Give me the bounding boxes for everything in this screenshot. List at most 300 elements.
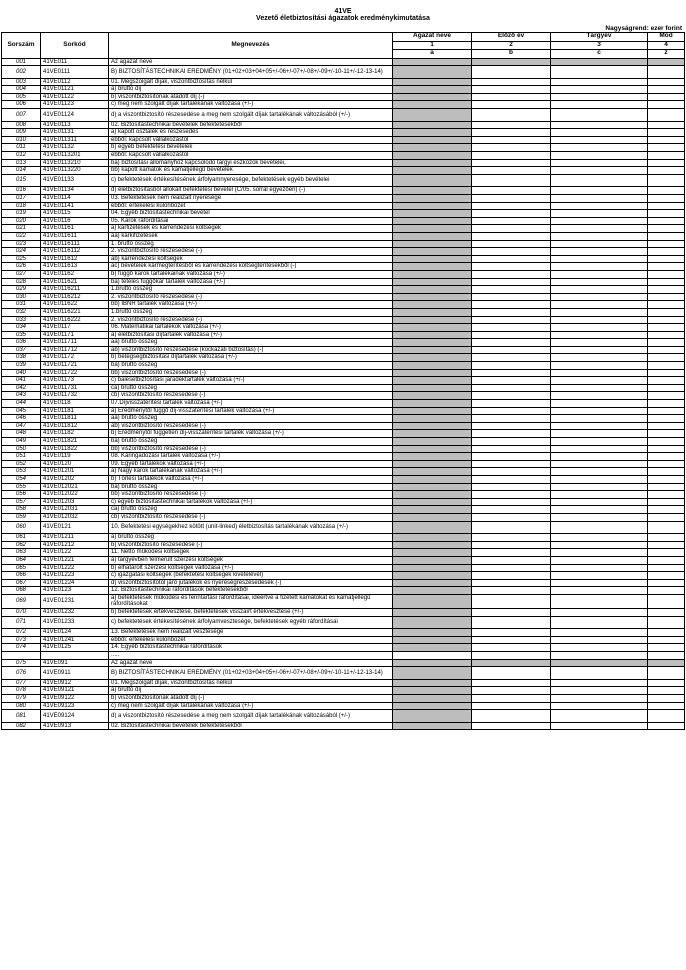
cell-elozo-ev[interactable] (472, 129, 551, 137)
cell-agazat-neve (393, 217, 472, 225)
cell-targyev[interactable] (551, 587, 648, 595)
cell-mod[interactable] (648, 430, 685, 438)
cell-elozo-ev[interactable] (472, 109, 551, 122)
row-code: 41VE011622 (41, 301, 109, 309)
cell-elozo-ev[interactable] (472, 202, 551, 210)
cell-elozo-ev[interactable] (472, 187, 551, 195)
cell-mod[interactable] (648, 159, 685, 167)
cell-elozo-ev[interactable] (472, 652, 551, 660)
cell-mod[interactable] (648, 687, 685, 695)
cell-elozo-ev[interactable] (472, 400, 551, 408)
cell-targyev[interactable] (551, 354, 648, 362)
row-number: 008 (2, 121, 41, 129)
row-code: 41VE0113220 (41, 167, 109, 175)
cell-elozo-ev[interactable] (472, 468, 551, 476)
cell-mod[interactable] (648, 248, 685, 256)
cell-targyev[interactable] (551, 93, 648, 101)
cell-mod[interactable] (648, 144, 685, 152)
cell-elozo-ev[interactable] (472, 362, 551, 370)
row-code: 41VE01232 (41, 609, 109, 617)
row-code: 41VE01201 (41, 468, 109, 476)
cell-targyev[interactable] (551, 609, 648, 617)
cell-targyev[interactable] (551, 369, 648, 377)
cell-targyev[interactable] (551, 629, 648, 637)
cell-mod[interactable] (648, 616, 685, 629)
cell-mod[interactable] (648, 93, 685, 101)
cell-targyev[interactable] (551, 187, 648, 195)
cell-mod[interactable] (648, 66, 685, 79)
cell-targyev[interactable] (551, 346, 648, 354)
cell-agazat-neve (393, 121, 472, 129)
row-label: a) Eredménytől függő díj-visszatérítési tartalék változása (+/-) (109, 407, 393, 415)
row-label: a) életbiztosítási díjtartalék változása (+/-) (109, 331, 393, 339)
row-label: ebből: kapcsolt vállalkozástól (109, 152, 393, 160)
cell-elozo-ev[interactable] (472, 240, 551, 248)
cell-elozo-ev[interactable] (472, 475, 551, 483)
cell-targyev[interactable] (551, 152, 648, 160)
cell-targyev[interactable] (551, 232, 648, 240)
cell-targyev[interactable] (551, 286, 648, 294)
cell-mod[interactable] (648, 187, 685, 195)
cell-targyev[interactable] (551, 667, 648, 680)
cell-mod[interactable] (648, 710, 685, 723)
cell-elozo-ev[interactable] (472, 136, 551, 144)
cell-elozo-ev[interactable] (472, 210, 551, 218)
cell-targyev[interactable] (551, 217, 648, 225)
cell-targyev[interactable] (551, 362, 648, 370)
cell-mod[interactable] (648, 270, 685, 278)
cell-elozo-ev[interactable] (472, 195, 551, 203)
row-label: 1.bruttó összeg (109, 286, 393, 294)
cell-targyev[interactable] (551, 460, 648, 468)
cell-targyev[interactable] (551, 384, 648, 392)
cell-targyev[interactable] (551, 144, 648, 152)
cell-elozo-ev[interactable] (472, 422, 551, 430)
cell-mod[interactable] (648, 202, 685, 210)
cell-elozo-ev[interactable] (472, 225, 551, 233)
cell-elozo-ev[interactable] (472, 460, 551, 468)
cell-targyev[interactable] (551, 679, 648, 687)
cell-targyev[interactable] (551, 66, 648, 79)
cell-elozo-ev[interactable] (472, 377, 551, 385)
cell-mod[interactable] (648, 377, 685, 385)
cell-elozo-ev[interactable] (472, 513, 551, 521)
cell-mod[interactable] (648, 475, 685, 483)
cell-mod[interactable] (648, 152, 685, 160)
cell-agazat-neve (393, 174, 472, 187)
cell-targyev[interactable] (551, 702, 648, 710)
cell-mod[interactable] (648, 629, 685, 637)
row-label: c) befektetések értékesítésének árfolyamnyeresége, befektetések egyéb bevételei (109, 174, 393, 187)
cell-mod[interactable] (648, 121, 685, 129)
cell-targyev[interactable] (551, 534, 648, 542)
cell-targyev[interactable] (551, 430, 648, 438)
table-row (2, 534, 685, 542)
cell-targyev[interactable] (551, 475, 648, 483)
cell-elozo-ev[interactable] (472, 232, 551, 240)
cell-targyev[interactable] (551, 167, 648, 175)
cell-mod[interactable] (648, 384, 685, 392)
cell-targyev[interactable] (551, 407, 648, 415)
cell-elozo-ev[interactable] (472, 483, 551, 491)
table-row (2, 475, 685, 483)
cell-elozo-ev[interactable] (472, 506, 551, 514)
cell-elozo-ev[interactable] (472, 293, 551, 301)
cell-agazat-neve (393, 629, 472, 637)
cell-mod[interactable] (648, 210, 685, 218)
cell-elozo-ev[interactable] (472, 491, 551, 499)
cell-mod[interactable] (648, 594, 685, 608)
cell-elozo-ev[interactable] (472, 438, 551, 446)
cell-elozo-ev[interactable] (472, 710, 551, 723)
row-number: 019 (2, 210, 41, 218)
cell-targyev[interactable] (551, 506, 648, 514)
cell-targyev[interactable] (551, 293, 648, 301)
cell-mod[interactable] (648, 174, 685, 187)
cell-elozo-ev[interactable] (472, 534, 551, 542)
cell-mod[interactable] (648, 316, 685, 324)
cell-targyev[interactable] (551, 513, 648, 521)
row-code: 41VE0122 (41, 549, 109, 557)
cell-elozo-ev[interactable] (472, 445, 551, 453)
cell-mod[interactable] (648, 301, 685, 309)
cell-targyev[interactable] (551, 422, 648, 430)
row-code: 41VE0117 (41, 324, 109, 332)
cell-elozo-ev[interactable] (472, 722, 551, 730)
cell-targyev[interactable] (551, 572, 648, 580)
cell-elozo-ev[interactable] (472, 572, 551, 580)
cell-elozo-ev[interactable] (472, 541, 551, 549)
cell-mod[interactable] (648, 609, 685, 617)
cell-mod[interactable] (648, 308, 685, 316)
row-code: 41VE0114 (41, 195, 109, 203)
cell-elozo-ev[interactable] (472, 384, 551, 392)
cell-targyev[interactable] (551, 324, 648, 332)
cell-targyev[interactable] (551, 78, 648, 86)
cell-elozo-ev[interactable] (472, 695, 551, 703)
cell-elozo-ev[interactable] (472, 498, 551, 506)
cell-mod[interactable] (648, 422, 685, 430)
row-label: B) BIZTOSÍTÁSTECHNIKAI EREDMÉNY (01+02+03+04+05+/-06+/-07+/-08+/-09+/-10-11+/-12-13-14) (109, 667, 393, 680)
cell-targyev[interactable] (551, 225, 648, 233)
cell-targyev[interactable] (551, 392, 648, 400)
cell-targyev[interactable] (551, 521, 648, 534)
cell-elozo-ev[interactable] (472, 587, 551, 595)
cell-elozo-ev[interactable] (472, 316, 551, 324)
cell-mod[interactable] (648, 278, 685, 286)
row-label: 14. Egyéb biztosítástechnikai ráfordítások (109, 644, 393, 652)
cell-agazat-neve (393, 362, 472, 370)
table-row (2, 331, 685, 339)
cell-targyev[interactable] (551, 308, 648, 316)
row-label: 11. Nettó működési költségek (109, 549, 393, 557)
cell-elozo-ev[interactable] (472, 346, 551, 354)
table-row (2, 202, 685, 210)
cell-targyev[interactable] (551, 316, 648, 324)
cell-targyev[interactable] (551, 136, 648, 144)
cell-agazat-neve[interactable] (393, 652, 472, 660)
cell-elozo-ev[interactable] (472, 369, 551, 377)
cell-targyev[interactable] (551, 710, 648, 723)
cell-mod[interactable] (648, 407, 685, 415)
cell-elozo-ev[interactable] (472, 278, 551, 286)
cell-agazat-neve (393, 498, 472, 506)
cell-targyev[interactable] (551, 579, 648, 587)
cell-mod[interactable] (648, 101, 685, 109)
cell-targyev[interactable] (551, 331, 648, 339)
unit-label: Nagyságrend: ezer forint (605, 25, 682, 32)
cell-targyev[interactable] (551, 159, 648, 167)
cell-elozo-ev[interactable] (472, 270, 551, 278)
cell-mod[interactable] (648, 445, 685, 453)
cell-targyev[interactable] (551, 453, 648, 461)
cell-mod[interactable] (648, 506, 685, 514)
cell-elozo-ev[interactable] (472, 152, 551, 160)
cell-targyev[interactable] (551, 415, 648, 423)
cell-mod[interactable] (648, 286, 685, 294)
cell-mod[interactable] (648, 339, 685, 347)
cell-mod[interactable] (648, 636, 685, 644)
cell-elozo-ev[interactable] (472, 453, 551, 461)
cell-elozo-ev[interactable] (472, 679, 551, 687)
row-label: b) befektetések értékvesztése, befektetések visszaírt értékvesztése (+/-) (109, 609, 393, 617)
cell-elozo-ev[interactable] (472, 616, 551, 629)
cell-targyev[interactable] (551, 491, 648, 499)
cell-elozo-ev[interactable] (472, 301, 551, 309)
cell-targyev[interactable] (551, 129, 648, 137)
cell-elozo-ev[interactable] (472, 392, 551, 400)
row-number: 061 (2, 534, 41, 542)
cell-mod[interactable] (648, 483, 685, 491)
cell-mod[interactable] (648, 354, 685, 362)
table-row (2, 232, 685, 240)
cell-targyev[interactable] (551, 377, 648, 385)
cell-mod[interactable] (648, 400, 685, 408)
cell-elozo-ev[interactable] (472, 521, 551, 534)
cell-elozo-ev[interactable] (472, 609, 551, 617)
cell-mod[interactable] (648, 679, 685, 687)
cell-targyev[interactable] (551, 195, 648, 203)
cell-mod[interactable] (648, 232, 685, 240)
cell-mod[interactable] (648, 263, 685, 271)
cell-targyev[interactable] (551, 445, 648, 453)
cell-elozo-ev[interactable] (472, 78, 551, 86)
cell-mod[interactable] (648, 564, 685, 572)
cell-elozo-ev[interactable] (472, 263, 551, 271)
header-agazat-neve: Ágazat neve (393, 33, 472, 42)
cell-mod[interactable] (648, 195, 685, 203)
cell-agazat-neve (393, 101, 472, 109)
report-subtitle: Vezető életbiztosítási ágazatok eredménykimutatása (256, 15, 430, 22)
cell-agazat-neve (393, 491, 472, 499)
cell-targyev[interactable] (551, 109, 648, 122)
cell-targyev[interactable] (551, 616, 648, 629)
cell-targyev[interactable] (551, 541, 648, 549)
cell-mod[interactable] (648, 362, 685, 370)
cell-targyev[interactable] (551, 695, 648, 703)
table-row (2, 430, 685, 438)
cell-elozo-ev[interactable] (472, 556, 551, 564)
cell-mod[interactable] (648, 513, 685, 521)
cell-targyev[interactable] (551, 549, 648, 557)
cell-targyev[interactable] (551, 174, 648, 187)
cell-elozo-ev[interactable] (472, 86, 551, 94)
cell-agazat-neve (393, 468, 472, 476)
cell-elozo-ev[interactable] (472, 702, 551, 710)
cell-elozo-ev[interactable] (472, 629, 551, 637)
cell-elozo-ev[interactable] (472, 174, 551, 187)
row-number: 034 (2, 324, 41, 332)
cell-mod[interactable] (648, 695, 685, 703)
cell-targyev[interactable] (551, 438, 648, 446)
cell-targyev[interactable] (551, 301, 648, 309)
cell-elozo-ev[interactable] (472, 354, 551, 362)
row-code: 41VE0116212 (41, 293, 109, 301)
cell-mod[interactable] (648, 491, 685, 499)
cell-mod[interactable] (648, 346, 685, 354)
cell-targyev[interactable] (551, 652, 648, 660)
cell-mod[interactable] (648, 587, 685, 595)
cell-elozo-ev[interactable] (472, 217, 551, 225)
cell-mod[interactable] (648, 78, 685, 86)
report-code-title: 41VE (334, 8, 352, 15)
cell-targyev[interactable] (551, 636, 648, 644)
cell-mod[interactable] (648, 579, 685, 587)
cell-targyev[interactable] (551, 468, 648, 476)
cell-targyev[interactable] (551, 339, 648, 347)
cell-targyev[interactable] (551, 644, 648, 652)
cell-mod[interactable] (648, 644, 685, 652)
row-code: 41VE01224 (41, 579, 109, 587)
cell-targyev[interactable] (551, 270, 648, 278)
cell-targyev[interactable] (551, 556, 648, 564)
cell-elozo-ev[interactable] (472, 667, 551, 680)
cell-targyev[interactable] (551, 86, 648, 94)
cell-elozo-ev[interactable] (472, 331, 551, 339)
cell-mod[interactable] (648, 534, 685, 542)
cell-targyev[interactable] (551, 202, 648, 210)
cell-mod[interactable] (648, 541, 685, 549)
cell-mod[interactable] (648, 556, 685, 564)
row-code: 41VE012031 (41, 506, 109, 514)
cell-mod[interactable] (648, 468, 685, 476)
cell-mod[interactable] (648, 324, 685, 332)
cell-mod[interactable] (648, 167, 685, 175)
row-number (2, 652, 41, 660)
cell-elozo-ev[interactable] (472, 66, 551, 79)
cell-mod[interactable] (648, 521, 685, 534)
cell-mod[interactable] (648, 217, 685, 225)
cell-agazat-neve (393, 144, 472, 152)
cell-elozo-ev[interactable] (472, 687, 551, 695)
cell-mod[interactable] (648, 331, 685, 339)
cell-mod[interactable] (648, 369, 685, 377)
cell-elozo-ev[interactable] (472, 286, 551, 294)
cell-targyev[interactable] (551, 101, 648, 109)
cell-mod[interactable] (648, 86, 685, 94)
cell-mod[interactable] (648, 572, 685, 580)
table-row (2, 594, 685, 608)
cell-elozo-ev[interactable] (472, 121, 551, 129)
cell-mod[interactable] (648, 498, 685, 506)
cell-targyev[interactable] (551, 248, 648, 256)
cell-targyev[interactable] (551, 400, 648, 408)
cell-mod[interactable] (648, 240, 685, 248)
cell-elozo-ev[interactable] (472, 308, 551, 316)
row-number: 081 (2, 710, 41, 723)
row-label: Az ágazat neve (109, 659, 393, 667)
cell-elozo-ev[interactable] (472, 636, 551, 644)
table-row (2, 308, 685, 316)
cell-targyev[interactable] (551, 255, 648, 263)
cell-mod[interactable] (648, 136, 685, 144)
cell-elozo-ev[interactable] (472, 167, 551, 175)
cell-elozo-ev[interactable] (472, 564, 551, 572)
cell-elozo-ev[interactable] (472, 594, 551, 608)
cell-targyev[interactable] (551, 263, 648, 271)
cell-mod[interactable] (648, 109, 685, 122)
cell-mod[interactable] (648, 722, 685, 730)
cell-mod[interactable] (648, 392, 685, 400)
cell-agazat-neve (393, 475, 472, 483)
cell-mod[interactable] (648, 293, 685, 301)
cell-elozo-ev[interactable] (472, 339, 551, 347)
cell-targyev[interactable] (551, 687, 648, 695)
cell-mod[interactable] (648, 225, 685, 233)
cell-mod[interactable] (648, 667, 685, 680)
cell-targyev[interactable] (551, 240, 648, 248)
cell-mod[interactable] (648, 702, 685, 710)
cell-elozo-ev[interactable] (472, 144, 551, 152)
cell-elozo-ev (472, 58, 551, 66)
cell-elozo-ev[interactable] (472, 579, 551, 587)
cell-elozo-ev[interactable] (472, 159, 551, 167)
cell-mod[interactable] (648, 453, 685, 461)
cell-mod[interactable] (648, 438, 685, 446)
row-code: 41VE01202 (41, 475, 109, 483)
cell-targyev[interactable] (551, 564, 648, 572)
cell-mod[interactable] (648, 460, 685, 468)
cell-elozo-ev[interactable] (472, 415, 551, 423)
cell-mod[interactable] (648, 652, 685, 660)
cell-targyev[interactable] (551, 121, 648, 129)
cell-elozo-ev[interactable] (472, 407, 551, 415)
cell-elozo-ev[interactable] (472, 324, 551, 332)
table-row (2, 695, 685, 703)
table-row (2, 498, 685, 506)
cell-elozo-ev[interactable] (472, 255, 551, 263)
cell-targyev[interactable] (551, 278, 648, 286)
cell-mod[interactable] (648, 255, 685, 263)
row-label: cb) viszontbiztosító részesedése (-) (109, 513, 393, 521)
cell-elozo-ev[interactable] (472, 248, 551, 256)
cell-elozo-ev[interactable] (472, 549, 551, 557)
cell-mod[interactable] (648, 129, 685, 137)
cell-mod[interactable] (648, 549, 685, 557)
cell-elozo-ev[interactable] (472, 101, 551, 109)
cell-elozo-ev[interactable] (472, 430, 551, 438)
cell-elozo-ev[interactable] (472, 93, 551, 101)
cell-targyev[interactable] (551, 594, 648, 608)
row-label: 10. Befektetési egységekhez kötött (unit-linked) életbiztosítás tartalékának változása (+/-) (109, 521, 393, 534)
cell-mod[interactable] (648, 415, 685, 423)
row-label: a) befektetések működési és fenntartási ráfordításai, ideértve a fizetett kamatokat és kamatjellegű ráfordításokat (109, 594, 393, 608)
cell-targyev[interactable] (551, 498, 648, 506)
cell-targyev[interactable] (551, 722, 648, 730)
cell-targyev[interactable] (551, 210, 648, 218)
cell-targyev[interactable] (551, 483, 648, 491)
cell-elozo-ev[interactable] (472, 644, 551, 652)
